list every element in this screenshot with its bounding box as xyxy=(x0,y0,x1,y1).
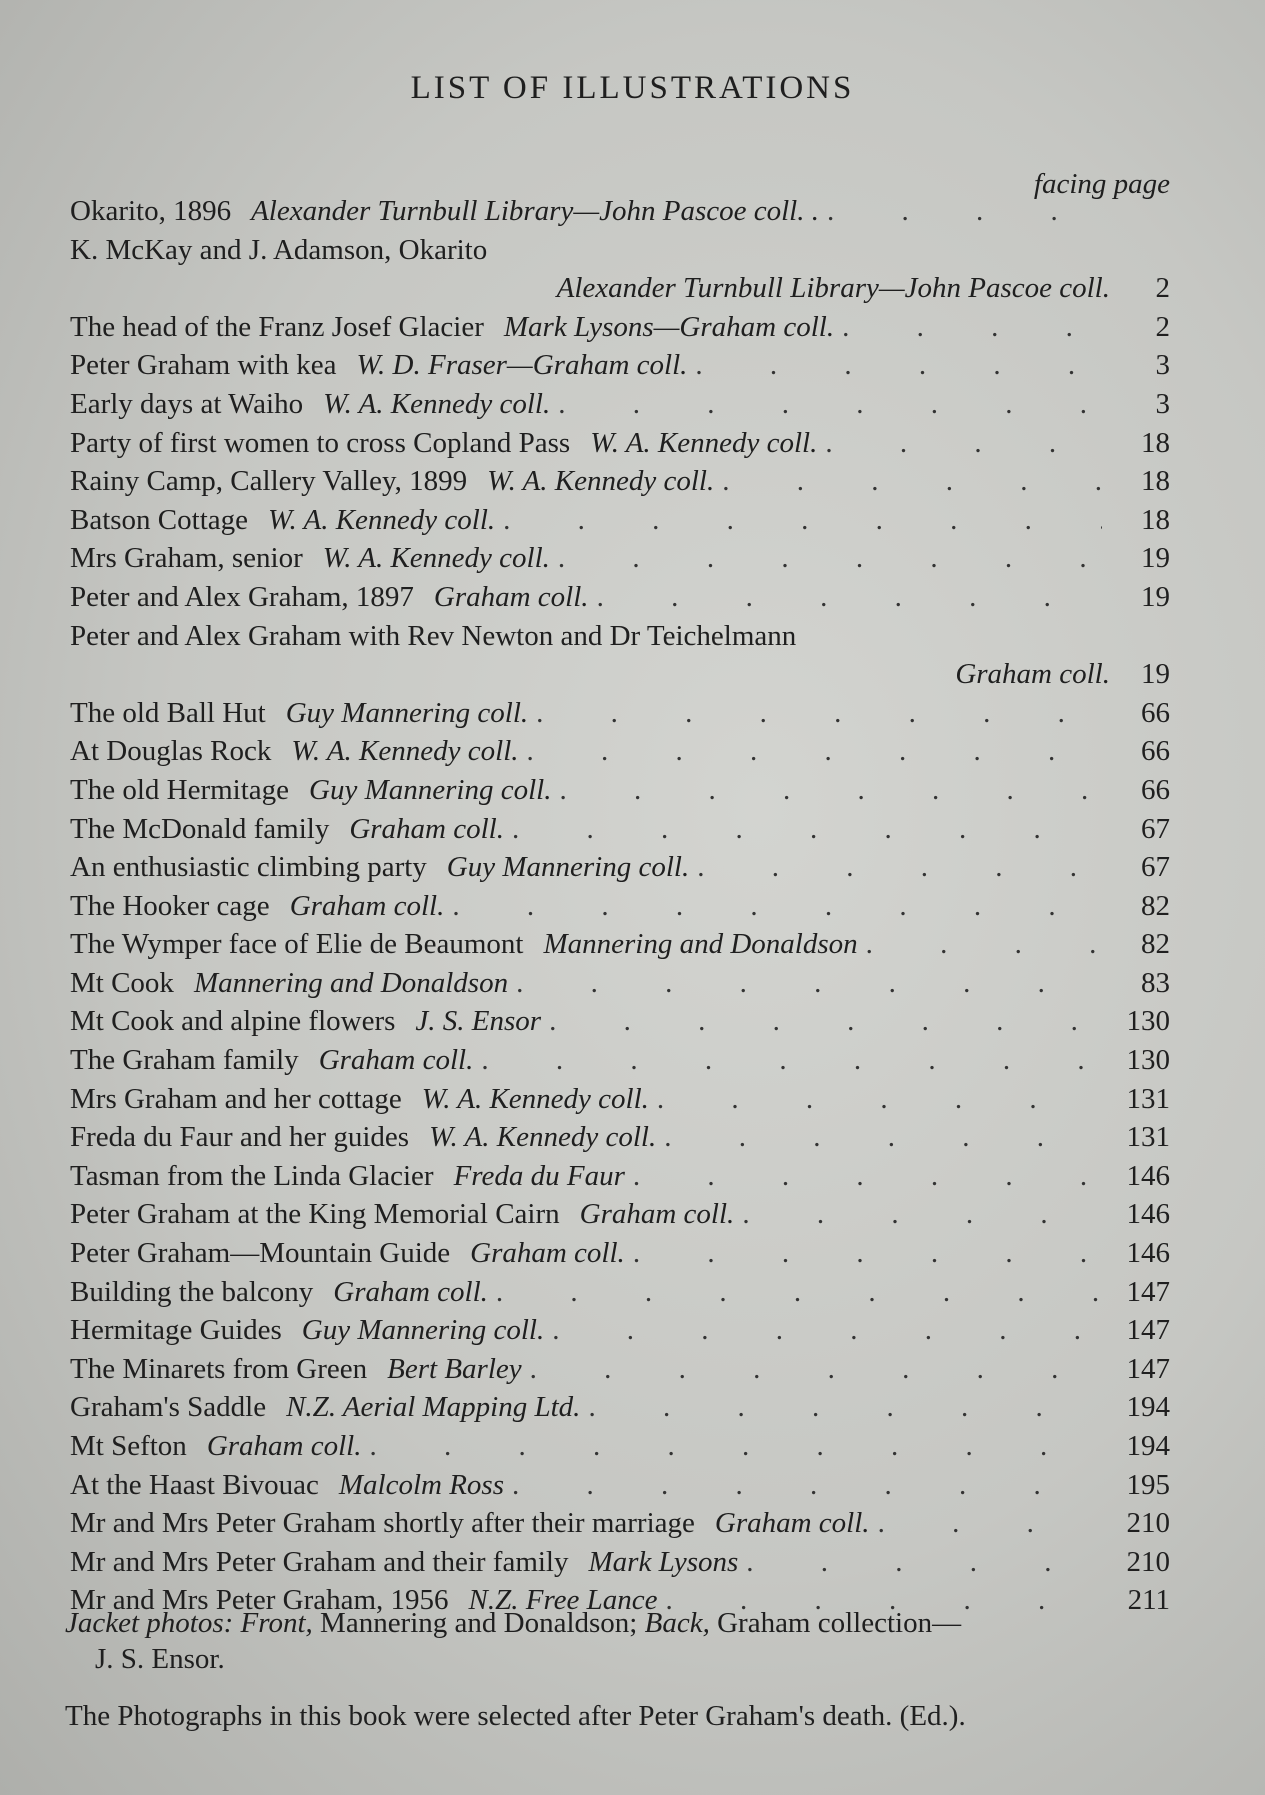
illustration-credit: J. S. Ensor xyxy=(415,1005,542,1038)
page-number: 66 xyxy=(1141,696,1170,729)
leader-dots xyxy=(512,813,1102,846)
jacket-line-2: J. S. Ensor. xyxy=(95,1643,225,1675)
jacket-photos-credit xyxy=(65,1605,1185,1677)
leader-dots xyxy=(827,195,1102,228)
list-item xyxy=(70,581,1170,620)
list-item xyxy=(70,427,1170,466)
illustration-title: The Minarets from Green xyxy=(70,1352,368,1385)
illustration-title: At the Haast Bivouac xyxy=(70,1468,319,1501)
page-number: 211 xyxy=(1127,1584,1170,1617)
leader-dots xyxy=(369,1430,1102,1463)
page-number: 130 xyxy=(1126,1005,1170,1038)
page-number: 146 xyxy=(1126,1237,1170,1270)
page-number: 67 xyxy=(1141,812,1170,845)
illustration-credit: Graham coll. xyxy=(433,580,589,613)
leader-dots xyxy=(878,1507,1102,1540)
leader-dots xyxy=(825,427,1102,460)
page-number: 3 xyxy=(1155,387,1170,420)
illustration-credit: Graham coll. xyxy=(579,1198,735,1231)
illustration-credit: W. A. Kennedy coll. xyxy=(322,542,550,575)
illustration-credit: W. A. Kennedy coll. xyxy=(487,465,715,498)
illustration-title: At Douglas Rock xyxy=(70,735,272,768)
list-item xyxy=(70,735,1170,774)
illustration-title: Okarito, 1896 xyxy=(70,195,232,227)
page-number: 67 xyxy=(1141,851,1170,884)
illustration-credit: Alexander Turnbull Library—John Pascoe coll. . xyxy=(251,195,819,227)
illustration-title: The Wymper face of Elie de Beaumont xyxy=(70,928,524,961)
illustration-title: The Hooker cage xyxy=(70,889,270,922)
list-item xyxy=(70,542,1170,581)
illustration-credit: Graham coll. xyxy=(333,1275,488,1308)
illustration-credit: Mannering and Donaldson xyxy=(193,966,509,999)
leader-dots xyxy=(559,774,1102,807)
illustration-credit: W. A. Kennedy coll. xyxy=(421,1082,649,1115)
illustration-title: Peter Graham at the King Memorial Cairn xyxy=(70,1198,560,1231)
page-number: 3 xyxy=(1155,349,1170,382)
leader-dots xyxy=(536,697,1102,730)
illustration-title: The head of the Franz Josef Glacier xyxy=(70,310,484,343)
page-number: 147 xyxy=(1126,1275,1170,1308)
list-item xyxy=(70,967,1170,1006)
illustration-credit: Mannering and Donaldson xyxy=(543,928,858,961)
illustration-title: Mr and Mrs Peter Graham shortly after their marriage xyxy=(70,1507,695,1540)
illustration-credit: Graham coll. xyxy=(289,889,445,922)
page-number: 131 xyxy=(1126,1082,1170,1115)
list-item xyxy=(70,349,1170,388)
page-number: 147 xyxy=(1126,1314,1170,1347)
page-number: 2 xyxy=(1155,310,1170,343)
list-item xyxy=(70,1160,1170,1199)
leader-dots xyxy=(516,967,1102,1000)
illustration-credit: W. A. Kennedy coll. xyxy=(268,503,496,536)
illustration-credit: Guy Mannering coll. xyxy=(309,773,552,806)
illustration-title: The Graham family xyxy=(70,1044,299,1077)
page-number: 194 xyxy=(1126,1391,1170,1424)
illustration-credit: Graham coll. xyxy=(349,812,504,845)
facing-page-label: facing page xyxy=(1033,168,1170,200)
illustration-title: Mt Cook and alpine flowers xyxy=(70,1005,396,1038)
illustration-title: Rainy Camp, Callery Valley, 1899 xyxy=(70,465,468,498)
leader-dots xyxy=(558,388,1102,421)
list-item xyxy=(70,813,1170,852)
illustration-credit: N.Z. Free Lance xyxy=(468,1584,658,1617)
illustration-credit: Malcolm Ross xyxy=(338,1468,504,1501)
illustration-credit: Guy Mannering coll. xyxy=(446,851,690,884)
page-number: 210 xyxy=(1126,1545,1170,1578)
page-number: 194 xyxy=(1126,1430,1170,1462)
leader-dots xyxy=(503,504,1102,537)
illustration-credit: Graham coll. xyxy=(318,1044,474,1077)
illustration-title: Peter and Alex Graham with Rev Newton and Dr Teichelmann xyxy=(70,619,797,652)
leader-dots xyxy=(552,1314,1102,1347)
leader-dots xyxy=(530,1353,1102,1386)
page-number: 131 xyxy=(1126,1121,1170,1154)
illustration-credit: Graham coll. xyxy=(714,1507,870,1540)
illustration-title: The old Hermitage xyxy=(70,773,290,806)
illustration-credit: Graham coll. xyxy=(955,658,1110,691)
leader-dots xyxy=(512,1469,1102,1502)
page-number: 83 xyxy=(1141,966,1170,999)
page-number: 82 xyxy=(1141,928,1170,961)
leader-dots xyxy=(695,349,1102,382)
illustrations-list xyxy=(70,195,1170,1623)
page-title: LIST OF ILLUSTRATIONS xyxy=(410,70,855,106)
list-item xyxy=(70,851,1170,890)
list-item xyxy=(70,1276,1170,1315)
leader-dots xyxy=(588,1391,1102,1424)
illustration-credit: Graham coll. xyxy=(470,1237,625,1270)
leader-dots xyxy=(597,581,1102,614)
illustration-title: K. McKay and J. Adamson, Okarito xyxy=(70,233,488,266)
list-item xyxy=(70,1391,1170,1430)
list-item xyxy=(70,1083,1170,1122)
list-item xyxy=(70,697,1170,736)
illustration-title: Mr and Mrs Peter Graham, 1956 xyxy=(70,1584,449,1617)
leader-dots xyxy=(664,1121,1102,1154)
list-item xyxy=(70,1430,1170,1469)
page-number: 18 xyxy=(1141,503,1170,536)
page-number: 18 xyxy=(1141,426,1170,459)
leader-dots xyxy=(452,890,1102,923)
leader-dots xyxy=(633,1237,1102,1270)
list-item xyxy=(70,234,1170,311)
page-number: 19 xyxy=(1141,658,1170,691)
page-number: 130 xyxy=(1126,1044,1170,1077)
list-item xyxy=(70,1044,1170,1083)
illustration-credit: Bert Barley xyxy=(387,1352,522,1385)
illustration-credit: Guy Mannering coll. xyxy=(301,1314,545,1347)
leader-dots xyxy=(481,1044,1102,1077)
illustration-title: Batson Cottage xyxy=(70,503,249,536)
illustration-credit: Alexander Turnbull Library—John Pascoe coll. xyxy=(556,272,1110,305)
list-item xyxy=(70,195,1170,234)
illustration-title: Building the balcony xyxy=(70,1275,314,1308)
jacket-back-credit: Graham collection— xyxy=(709,1607,962,1639)
list-item xyxy=(70,1237,1170,1276)
illustration-credit: N.Z. Aerial Mapping Ltd. xyxy=(286,1391,581,1424)
leader-dots xyxy=(527,735,1102,768)
editor-note: The Photographs in this book were selected after Peter Graham's death. (Ed.). xyxy=(65,1700,966,1732)
page-number: 66 xyxy=(1141,773,1170,806)
page-number: 19 xyxy=(1141,542,1170,575)
illustration-title: Party of first women to cross Copland Pass xyxy=(70,426,571,459)
illustration-title: The old Ball Hut xyxy=(70,696,266,729)
page-number: 146 xyxy=(1126,1159,1170,1192)
illustration-title: Tasman from the Linda Glacier xyxy=(70,1159,434,1192)
leader-dots xyxy=(866,928,1102,961)
illustration-title: Mt Sefton xyxy=(70,1430,187,1462)
illustration-title: Graham's Saddle xyxy=(70,1391,267,1424)
illustration-title: Early days at Waiho xyxy=(70,387,304,420)
page-number: 2 xyxy=(1155,272,1170,305)
illustration-credit: W. A. Kennedy coll. xyxy=(323,387,551,420)
page-number: 210 xyxy=(1126,1507,1170,1540)
illustration-credit: Freda du Faur xyxy=(453,1159,625,1192)
list-item xyxy=(70,620,1170,697)
leader-dots xyxy=(633,1160,1102,1193)
illustration-credit: W. A. Kennedy coll. xyxy=(429,1121,657,1154)
leader-dots xyxy=(558,542,1102,575)
illustration-title: Mrs Graham and her cottage xyxy=(70,1082,402,1115)
illustration-credit: W. A. Kennedy coll. xyxy=(291,735,519,768)
illustration-title: Hermitage Guides xyxy=(70,1314,282,1347)
leader-dots xyxy=(842,311,1102,344)
illustration-credit: Mark Lysons—Graham coll. xyxy=(503,310,835,343)
page-number: 82 xyxy=(1141,889,1170,922)
page-number: 147 xyxy=(1126,1352,1170,1385)
illustration-title: An enthusiastic climbing party xyxy=(70,851,427,884)
page-number: 19 xyxy=(1141,580,1170,613)
illustration-credit: Mark Lysons xyxy=(588,1545,739,1578)
illustration-title: Mt Cook xyxy=(70,966,174,999)
list-item xyxy=(70,311,1170,350)
leader-dots xyxy=(549,1005,1102,1038)
list-item xyxy=(70,1353,1170,1392)
list-item xyxy=(70,465,1170,504)
illustration-credit: Graham coll. xyxy=(206,1430,362,1462)
jacket-prefix: Jacket photos: Front, xyxy=(65,1607,313,1639)
jacket-front-credit: Mannering and Donaldson; xyxy=(312,1607,638,1639)
illustration-title: The McDonald family xyxy=(70,812,330,845)
leader-dots xyxy=(746,1546,1102,1579)
illustration-title: Mr and Mrs Peter Graham and their family xyxy=(70,1545,569,1578)
leader-dots xyxy=(722,465,1102,498)
illustration-title: Freda du Faur and her guides xyxy=(70,1121,410,1154)
list-item xyxy=(70,1546,1170,1585)
page-number: 146 xyxy=(1126,1198,1170,1231)
list-item xyxy=(70,504,1170,543)
list-item xyxy=(70,1121,1170,1160)
page-number: 18 xyxy=(1141,465,1170,498)
list-item xyxy=(70,1314,1170,1353)
illustration-title: Mrs Graham, senior xyxy=(70,542,303,575)
list-item xyxy=(70,774,1170,813)
illustration-credit: Guy Mannering coll. xyxy=(285,696,529,729)
illustration-credit: W. A. Kennedy coll. xyxy=(590,426,818,459)
list-item xyxy=(70,1198,1170,1237)
leader-dots xyxy=(697,851,1102,884)
page-number: 66 xyxy=(1141,735,1170,768)
list-item xyxy=(70,1005,1170,1044)
list-item xyxy=(70,890,1170,929)
list-item xyxy=(70,1507,1170,1546)
jacket-back-label: Back, xyxy=(637,1607,710,1639)
leader-dots xyxy=(742,1198,1102,1231)
list-item xyxy=(70,928,1170,967)
list-item xyxy=(70,388,1170,427)
illustration-title: Peter Graham with kea xyxy=(70,349,337,382)
leader-dots xyxy=(496,1276,1102,1309)
page-number: 195 xyxy=(1126,1468,1170,1501)
illustration-title: Peter Graham—Mountain Guide xyxy=(70,1237,451,1270)
list-item xyxy=(70,1469,1170,1508)
illustration-credit: W. D. Fraser—Graham coll. xyxy=(356,349,688,382)
illustration-title: Peter and Alex Graham, 1897 xyxy=(70,580,414,613)
leader-dots xyxy=(657,1083,1102,1116)
